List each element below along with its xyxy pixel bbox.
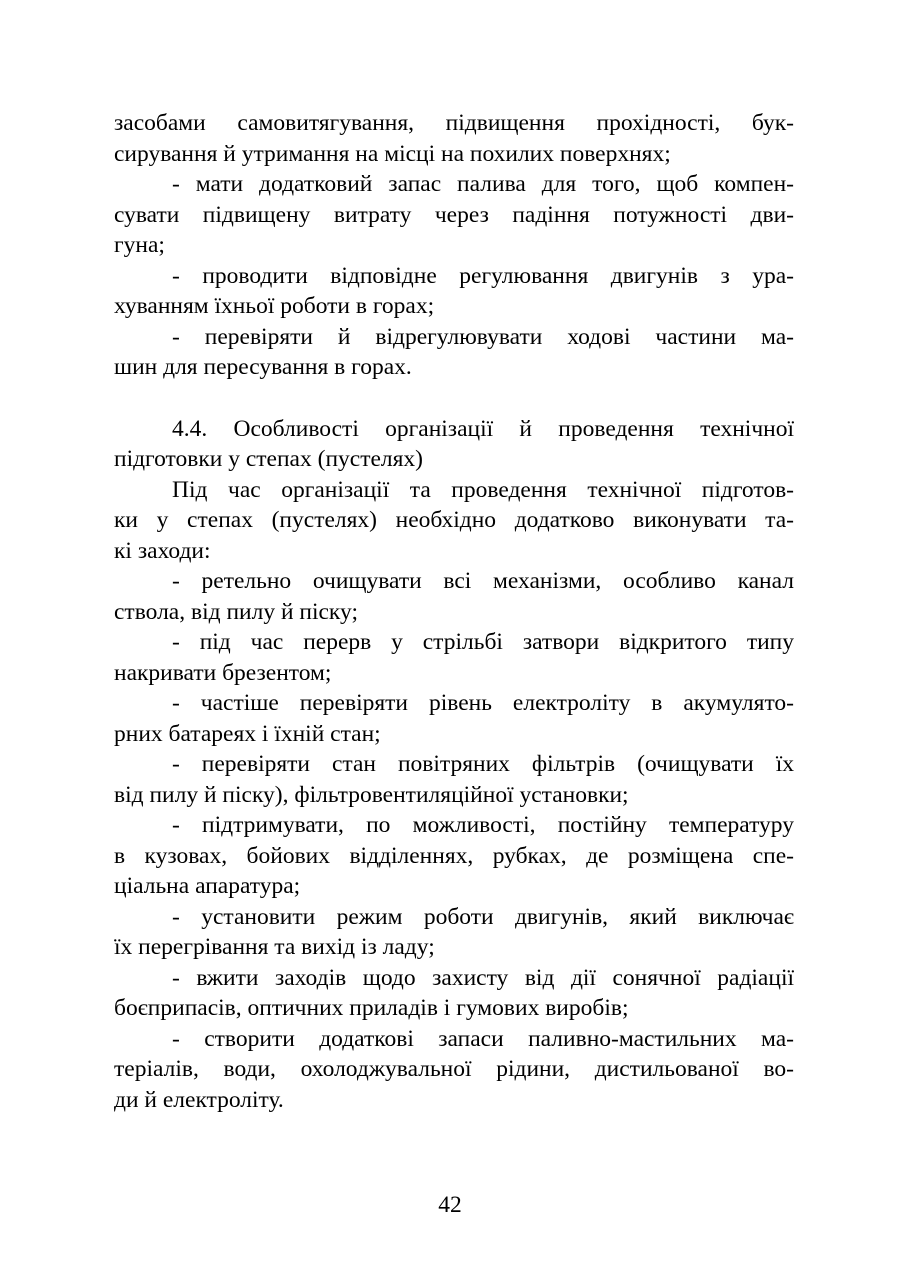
section-heading xyxy=(114,414,794,475)
list-item-solar-protection xyxy=(114,963,794,1024)
text-line: Під час організації та проведення технічної підготов- xyxy=(172,476,794,503)
text-line: гуна; xyxy=(114,232,165,258)
text-line: - створити додаткові запаси паливно-мастильних ма- xyxy=(172,1025,794,1052)
text-line: - вжити заходів щодо захисту від дії сонячної радіації xyxy=(172,964,794,991)
text-line: накривати брезентом; xyxy=(114,659,332,686)
text-line: їх перегрівання та вихід із ладу; xyxy=(114,934,435,960)
text-line: - ретельно очищувати всі механізми, особливо канал xyxy=(172,568,794,594)
page-number: 42 xyxy=(438,1192,462,1218)
text-line: боєприпасів, оптичних приладів і гумових виробів; xyxy=(114,995,629,1021)
list-item-electrolyte xyxy=(114,688,794,749)
list-item-cleaning xyxy=(114,566,794,627)
list-item-tarpaulin xyxy=(114,627,794,688)
text-line: засобами самовитягування, підвищення прохідності, бук- xyxy=(114,110,794,136)
list-item-engine-adjustment xyxy=(114,261,794,322)
paragraph-continued xyxy=(114,108,794,169)
list-item-chassis-check xyxy=(114,322,794,383)
text-line: рних батареях і їхній стан; xyxy=(114,720,381,747)
text-line: ки у степах (пустелях) необхідно додатково виконувати та- xyxy=(114,507,794,533)
text-line: ствола, від пилу й піску; xyxy=(114,598,358,625)
list-item-fuel-reserve xyxy=(114,169,794,261)
text-line: - установити режим роботи двигунів, який виключає xyxy=(172,903,794,930)
page-body xyxy=(114,108,794,1115)
text-line: ди й електроліту. xyxy=(114,1086,284,1113)
text-line: ціальна апаратура; xyxy=(114,873,301,899)
text-line: в кузовах, бойових відділеннях, рубках, де розміщена спе- xyxy=(114,842,794,869)
text-line: теріалів, води, охолоджувальної рідини, дистильованої во- xyxy=(114,1056,794,1082)
text-line: - підтримувати, по можливості, постійну температуру xyxy=(172,812,794,838)
text-line: хуванням їхньої роботи в горах; xyxy=(114,293,435,319)
text-line: сирування й утримання на місці на похилих поверхнях; xyxy=(114,140,671,167)
heading-line: 4.4. Особливості організації й проведення технічної xyxy=(172,415,794,442)
text-line: - під час перерв у стрільбі затвори відкритого типу xyxy=(172,629,794,655)
list-item-engine-mode xyxy=(114,902,794,963)
text-line: шин для пересування в горах. xyxy=(114,354,412,380)
heading-line: підготовки у степах (пустелях) xyxy=(114,446,424,472)
text-line: - мати додатковий запас палива для того, щоб компен- xyxy=(172,171,794,197)
list-item-supplies xyxy=(114,1024,794,1116)
text-line: сувати підвищену витрату через падіння потужності дви- xyxy=(114,201,794,228)
text-line: - перевіряти стан повітряних фільтрів (очищувати їх xyxy=(172,751,794,777)
text-line: - проводити відповідне регулювання двигунів з ура- xyxy=(172,262,794,289)
text-line: - перевіряти й відрегулювувати ходові частини ма- xyxy=(172,323,794,350)
text-line: кі заходи: xyxy=(114,537,211,564)
text-line: від пилу й піску), фільтровентиляційної установки; xyxy=(114,781,629,808)
section-gap xyxy=(114,383,794,414)
paragraph-intro xyxy=(114,475,794,567)
list-item-temperature xyxy=(114,810,794,902)
list-item-air-filters xyxy=(114,749,794,810)
text-line: - частіше перевіряти рівень електроліту в акумулято- xyxy=(172,690,794,716)
